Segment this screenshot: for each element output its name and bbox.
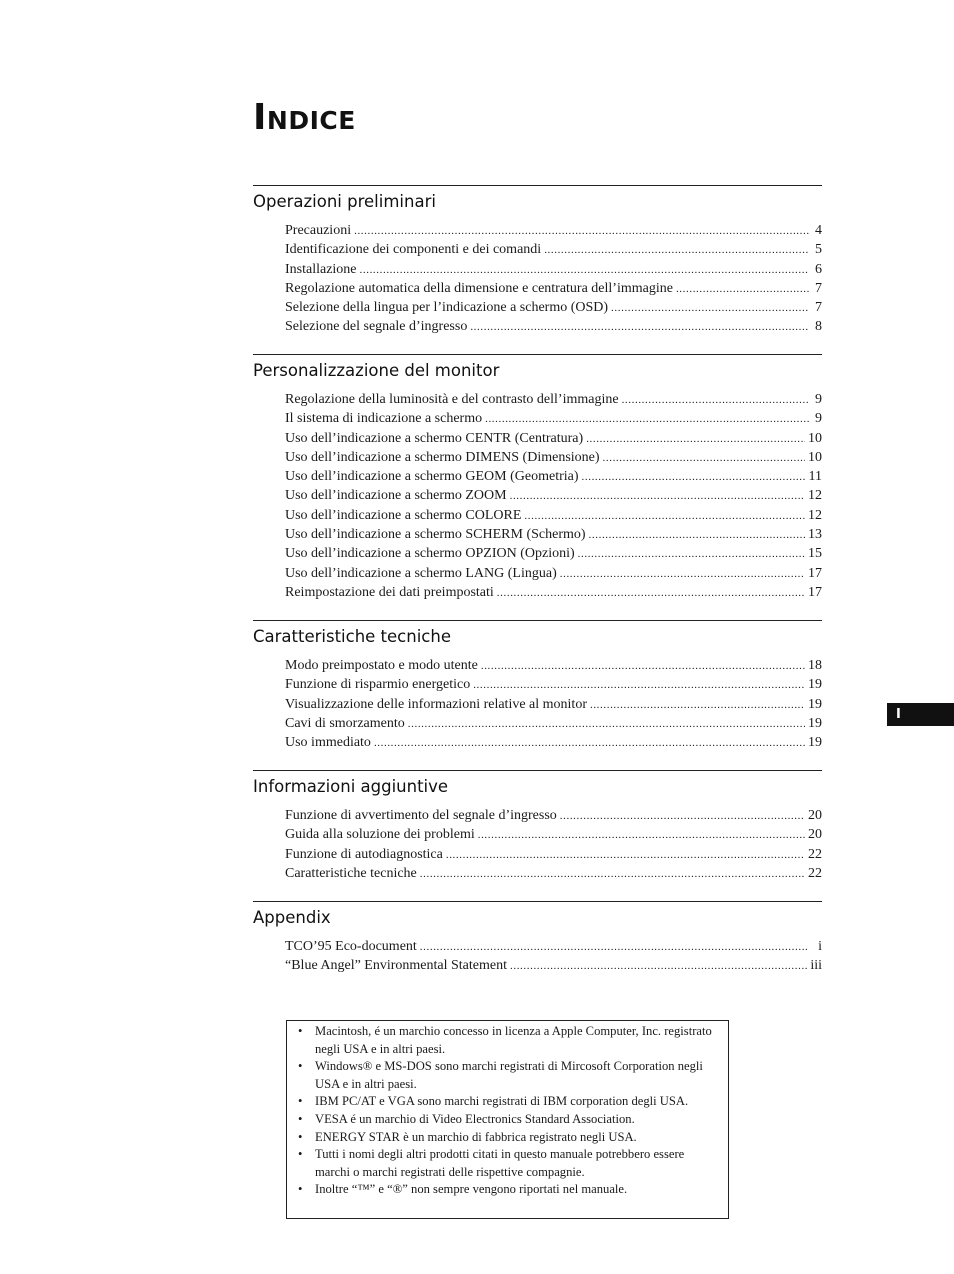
toc-entry (285, 544, 822, 563)
dot-leader (560, 807, 805, 826)
dot-leader (473, 676, 805, 695)
toc-entry-text: Selezione della lingua per l’indicazione a schermo (OSD) (285, 300, 609, 316)
trademark-item: • Windows® e MS-DOS sono marchi registrati di Mircosoft Corporation negli USA e in altri paesi. (297, 1058, 720, 1093)
toc-entry-text: Uso dell’indicazione a schermo DIMENS (Dimensione) (285, 449, 600, 465)
toc-entry-page: 13 (808, 527, 822, 543)
trademark-notice-box (286, 1020, 729, 1219)
dot-leader (510, 487, 805, 506)
dot-leader (470, 318, 809, 337)
dot-leader (578, 545, 805, 564)
toc-section-operazioni-preliminari (253, 185, 822, 337)
dot-leader (360, 261, 809, 280)
dot-leader (560, 565, 805, 584)
toc-entry-page: 11 (808, 469, 822, 485)
toc-entry-text: Funzione di avvertimento del segnale d’ingresso (285, 808, 557, 823)
toc-entry-text: Visualizzazione delle informazioni relative al monitor (285, 696, 587, 712)
toc-entry-page: 10 (808, 430, 822, 446)
toc-entry-text: Identificazione dei componenti e dei comandi (285, 242, 542, 258)
toc-entry-text: Uso dell’indicazione a schermo OPZION (Opzioni) (285, 546, 575, 562)
dot-leader (478, 826, 805, 845)
trademark-item: • Macintosh, é un marchio concesso in licenza a Apple Computer, Inc. registrato negli USA e in altri paesi. (297, 1023, 720, 1058)
toc-entry-text: Regolazione della luminosità e del contrasto dell’immagine (285, 392, 619, 407)
toc-list (253, 806, 822, 883)
toc-entry (285, 409, 822, 428)
toc-entry (285, 845, 822, 864)
section-heading: Caratteristiche tecniche (253, 627, 451, 646)
dot-leader (408, 715, 805, 734)
dot-leader (603, 449, 805, 468)
toc-entry-text: Uso dell’indicazione a schermo CENTR (Centratura) (285, 430, 584, 446)
toc-entry (285, 937, 822, 956)
trademark-item: • VESA é un marchio di Video Electronics Standard Association. (297, 1111, 720, 1129)
toc-entry-text: Uso immediato (285, 735, 371, 751)
toc-entry-text: Uso dell’indicazione a schermo COLORE (285, 507, 522, 523)
toc-entry-page: 17 (808, 565, 822, 581)
toc-entry-text: Uso dell’indicazione a schermo SCHERM (Schermo) (285, 527, 586, 543)
toc-section-caratteristiche-tecniche (253, 620, 822, 752)
toc-list (253, 656, 822, 752)
toc-entry (285, 864, 822, 883)
toc-entry-text: Uso dell’indicazione a schermo LANG (Lingua) (285, 565, 557, 581)
toc-entry-text: Funzione di autodiagnostica (285, 846, 443, 862)
toc-entry (285, 525, 822, 544)
toc-entry (285, 695, 822, 714)
toc-entry-page: 12 (808, 488, 822, 504)
toc-entry-page: iii (810, 958, 822, 974)
toc-entry-page: 19 (808, 715, 822, 731)
dot-leader (510, 957, 807, 976)
trademark-list (297, 1023, 720, 1199)
toc-entry (285, 733, 822, 752)
trademark-item: • ENERGY STAR è un marchio di fabbrica registrato negli USA. (297, 1129, 720, 1147)
dot-leader (676, 280, 809, 299)
toc-entry-page: 9 (815, 411, 822, 427)
dot-leader (544, 241, 809, 260)
toc-entry-page: 18 (808, 658, 822, 673)
trademark-item: • Inoltre “™” e “®” non sempre vengono riportati nel manuale. (297, 1181, 720, 1199)
toc-entry (285, 714, 822, 733)
toc-entry-page: 6 (815, 261, 822, 277)
toc-entry-page: 7 (815, 280, 822, 296)
toc-entry-text: Guida alla soluzione dei problemi (285, 827, 475, 843)
toc-entry (285, 317, 822, 336)
toc-entry-page: 19 (808, 677, 822, 693)
toc-entry (285, 448, 822, 467)
toc-entry (285, 298, 822, 317)
toc-entry-text: Selezione del segnale d’ingresso (285, 319, 468, 335)
toc-section-personalizzazione-monitor (253, 354, 822, 602)
dot-leader (497, 584, 805, 603)
toc-entry (285, 956, 822, 975)
dot-leader (481, 657, 805, 676)
dot-leader (589, 526, 805, 545)
toc-entry (285, 486, 822, 505)
toc-list (253, 937, 822, 976)
page-title: Indice (253, 97, 356, 138)
section-heading: Operazioni preliminari (253, 192, 436, 211)
toc-entry-page: 8 (815, 319, 822, 335)
toc-entry (285, 221, 822, 240)
toc-entry-page: 9 (815, 392, 822, 407)
toc-entry-page: 19 (808, 696, 822, 712)
toc-entry (285, 429, 822, 448)
dot-leader (524, 507, 805, 526)
toc-entry (285, 260, 822, 279)
section-heading: Personalizzazione del monitor (253, 361, 500, 380)
language-tab: I (887, 703, 954, 726)
trademark-item: • Tutti i nomi degli altri prodotti citati in questo manuale potrebbero essere marchi o marchi registrati delle rispettive compagnie. (297, 1146, 720, 1181)
toc-entry (285, 675, 822, 694)
dot-leader (611, 299, 809, 318)
toc-entry-text: Precauzioni (285, 223, 352, 238)
toc-entry-page: 19 (808, 735, 822, 751)
toc-entry-text: Reimpostazione dei dati preimpostati (285, 584, 494, 600)
toc-entry-page: 10 (808, 449, 822, 465)
toc-entry-page: 12 (808, 507, 822, 523)
toc-entry (285, 583, 822, 602)
dot-leader (420, 938, 809, 957)
dot-leader (586, 430, 805, 449)
toc-entry-page: 22 (808, 865, 822, 881)
toc-entry-page: 4 (815, 223, 822, 238)
toc-entry (285, 390, 822, 409)
toc-entry-text: Uso dell’indicazione a schermo GEOM (Geometria) (285, 469, 579, 485)
toc-entry-page: 17 (808, 584, 822, 600)
toc-entry (285, 806, 822, 825)
toc-entry-text: Regolazione automatica della dimensione e centratura dell’immagine (285, 280, 673, 296)
toc-entry (285, 656, 822, 675)
toc-section-appendix (253, 901, 822, 976)
dot-leader (485, 410, 809, 429)
dot-leader (590, 696, 805, 715)
toc-entry-page: 5 (815, 242, 822, 258)
toc-section-informazioni-aggiuntive (253, 770, 822, 883)
dot-leader (622, 391, 809, 410)
dot-leader (420, 865, 805, 884)
toc-entry (285, 279, 822, 298)
toc-entry (285, 240, 822, 259)
toc-entry-text: “Blue Angel” Environmental Statement (285, 958, 507, 974)
toc-entry (285, 467, 822, 486)
toc-entry-page: 20 (808, 808, 822, 823)
toc-entry-page: 20 (808, 827, 822, 843)
toc-entry-page: 7 (815, 300, 822, 316)
toc-entry-page: 15 (808, 546, 822, 562)
toc-entry-text: Installazione (285, 261, 357, 277)
toc-entry (285, 825, 822, 844)
toc-entry-page: i (818, 939, 822, 954)
toc-list (253, 221, 822, 337)
toc-entry-text: Uso dell’indicazione a schermo ZOOM (285, 488, 507, 504)
toc-entry (285, 506, 822, 525)
toc-entry-text: Caratteristiche tecniche (285, 865, 417, 881)
toc-entry-text: Cavi di smorzamento (285, 715, 405, 731)
toc-entry-page: 22 (808, 846, 822, 862)
toc-entry-text: TCO’95 Eco-document (285, 939, 417, 954)
toc-entry-text: Il sistema di indicazione a schermo (285, 411, 483, 427)
toc-list (253, 390, 822, 602)
dot-leader (354, 222, 809, 241)
section-heading: Appendix (253, 908, 331, 927)
toc-entry-text: Funzione di risparmio energetico (285, 677, 471, 693)
dot-leader (582, 468, 806, 487)
trademark-item: • IBM PC/AT e VGA sono marchi registrati di IBM corporation degli USA. (297, 1093, 720, 1111)
section-heading: Informazioni aggiuntive (253, 777, 449, 796)
dot-leader (446, 846, 805, 865)
dot-leader (374, 734, 805, 753)
toc-entry-text: Modo preimpostato e modo utente (285, 658, 478, 673)
toc-entry (285, 564, 822, 583)
